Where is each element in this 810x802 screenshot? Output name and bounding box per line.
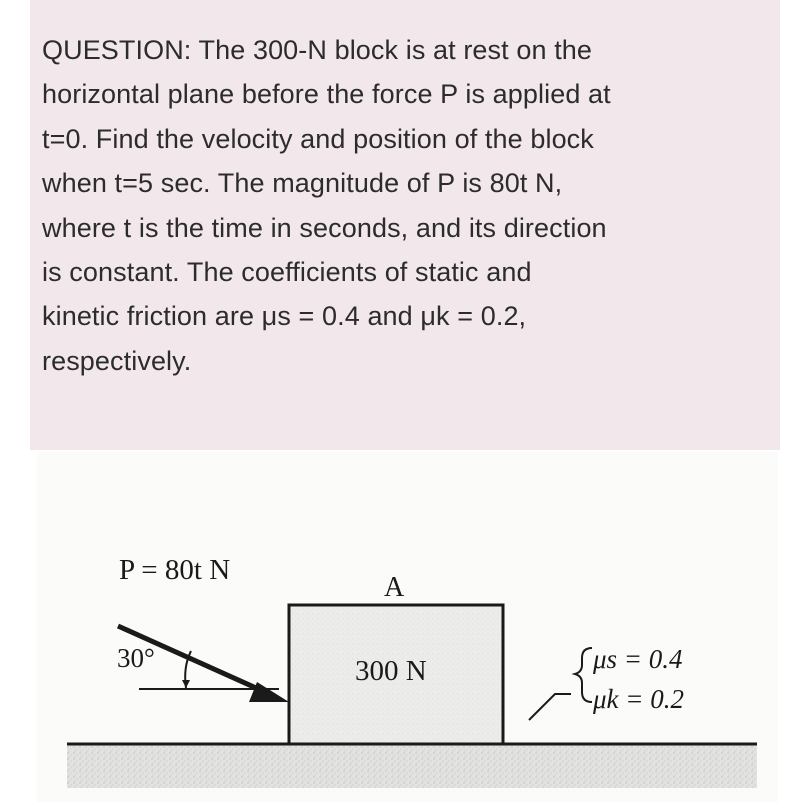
mu-s-label: μs = 0.4 [593,644,683,674]
block-name-label: A [384,572,405,603]
question-line: when t=5 sec. The magnitude of P is 80t N, [42,168,563,199]
question-line: t=0. Find the velocity and position of the block [42,123,594,154]
question-line: QUESTION: The 300-N block is at rest on the [42,35,593,65]
question-line: respectively. [42,345,192,376]
ground-surface [67,744,757,788]
question-line: horizontal plane before the force P is applied at [42,79,611,110]
figure-svg [37,452,778,802]
question-line: where t is the time in seconds, and its direction [42,212,607,243]
angle-label: 30° [117,643,155,673]
question-text [42,28,722,383]
question-line: kinetic friction are μs = 0.4 and μk = 0.2, [42,301,527,332]
angle-arc-arrowhead [182,680,190,688]
question-line: is constant. The coefficients of static and [42,257,532,288]
problem-figure [37,452,778,802]
force-label: P = 80t N [119,554,231,586]
friction-leader-line [529,694,571,720]
friction-brace [575,648,592,702]
mu-k-label: μk = 0.2 [593,684,685,714]
block-weight-label: 300 N [355,655,427,687]
